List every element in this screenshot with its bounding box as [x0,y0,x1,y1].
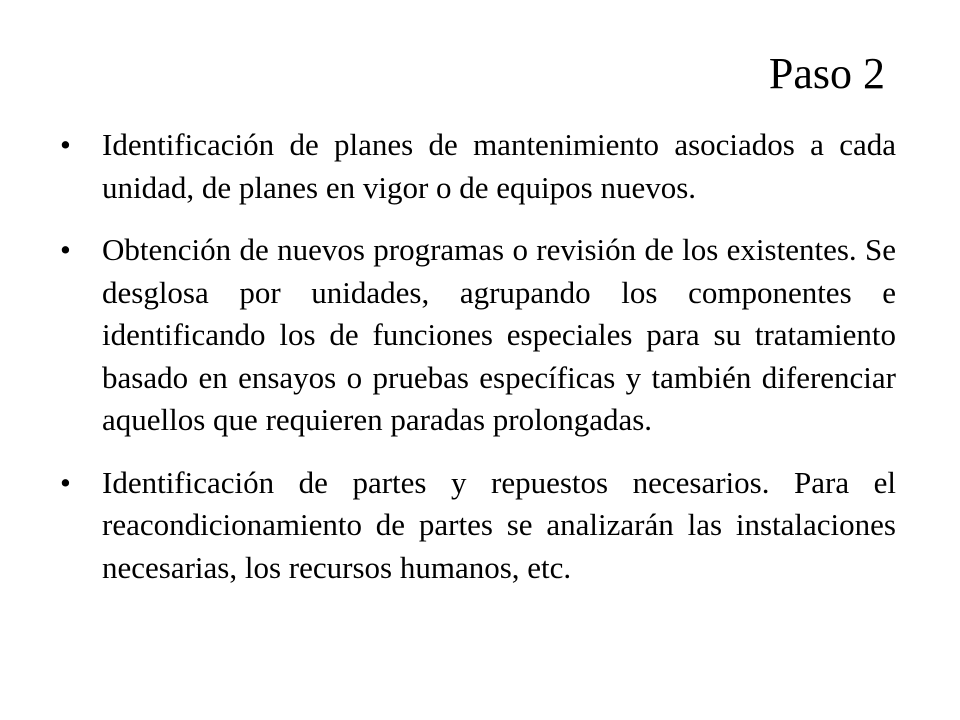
bullet-text: Identificación de planes de mantenimiento asociados a cada unidad, de planes en vigor o de equipos nuevos. [102,127,896,205]
bullet-item-parts-spares [60,462,896,590]
bullet-item-new-programs [60,229,896,442]
slide-title: Paso 2 [768,49,885,98]
bullet-text: Obtención de nuevos programas o revisión de los existentes. Se desglosa por unidades, agrupando los componentes e identificando los de funciones especiales para su tratamiento basado en ensayos o pruebas específicas y también diferenciar aquellos que requieren paradas prolongadas. [102,232,896,437]
bullet-marker: • [60,232,71,267]
bullet-marker: • [60,464,71,500]
bullet-marker: • [60,127,71,162]
bullet-text: Identificación de partes y repuestos necesarios. Para el reacondicionamiento de partes se analizarán las instalaciones necesarias, los recursos humanos, etc. [102,464,896,585]
bullet-list [60,124,896,609]
bullet-item-maintenance-plans [60,124,896,209]
